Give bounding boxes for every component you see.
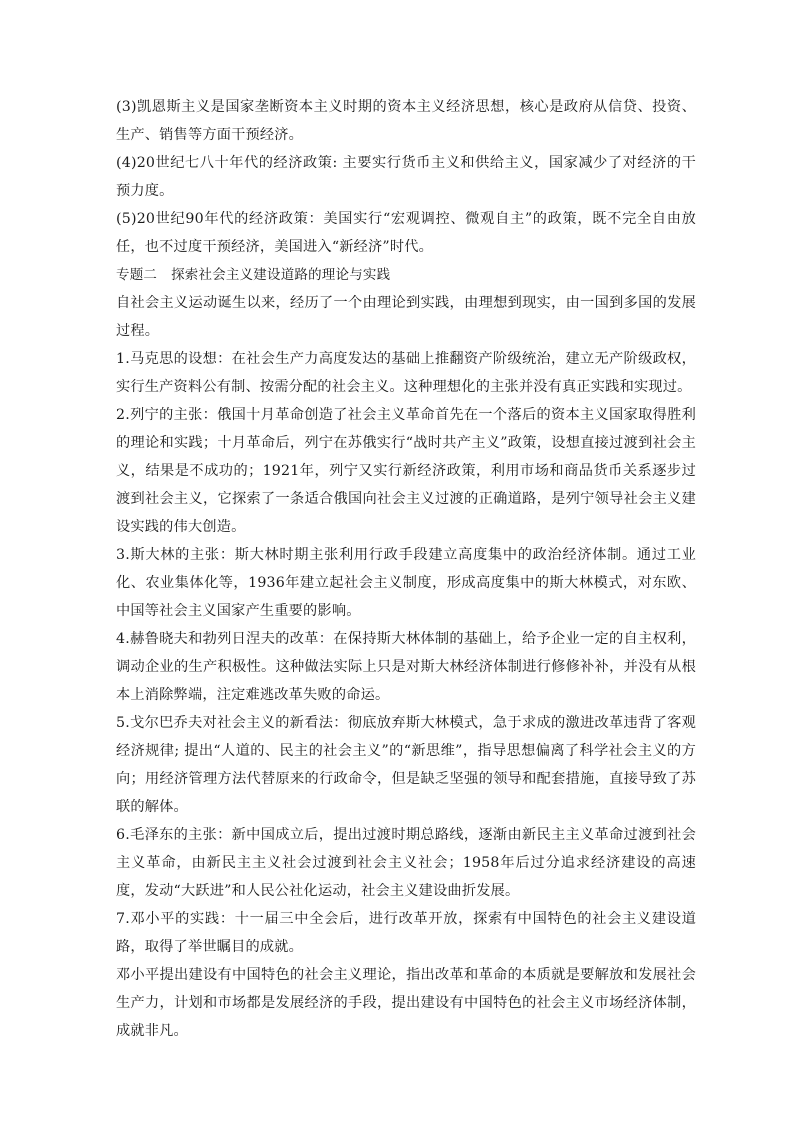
paragraph-lead: 7.邓小平的实践 [116,911,220,927]
paragraph-lead: 4.赫鲁晓夫和勃列日涅夫的改革 [116,631,319,647]
paragraph-text: 自社会主义运动诞生以来，经历了一个由理论到实践，由理想到现实，由一国到多国的发展过程。 [116,295,696,339]
paragraph-text: : 主要实行货币主义和供给主义，国家减少了对经济的干预力度。 [116,155,696,199]
section-title: 探索社会主义建设道路的理论与实践 [171,267,391,283]
paragraph-text: ：十一届三中全会后，进行改革开放，探索有中国特色的社会主义建设道路，取得了举世瞩目的成就。 [116,911,696,955]
paragraph-lenin [116,401,696,541]
section-number: 专题二 [116,267,158,283]
paragraph-1990s-policy [116,205,696,261]
paragraph-text: 是国家垄断资本主义时期的资本主义经济思想，核心是政府从信贷、投资、生产、销售等方面干预经济。 [116,99,696,143]
paragraph-lead: 5.戈尔巴乔夫对社会主义的新看法 [116,715,334,731]
paragraph-lead: (4)20世纪七八十年代的经济政策 [116,155,333,171]
document-page [116,93,696,1045]
paragraph-text: ：在保持斯大林体制的基础上，给予企业一定的自主权利，调动企业的生产积极性。这种做法实际上只是对斯大林经济体制进行修修补补，并没有从根本上消除弊端，注定难逃改革失败的命运。 [116,631,696,703]
section-heading [116,261,696,289]
paragraph-text: ：在社会生产力高度发达的基础上推翻资产阶级统治，建立无产阶级政权，实行生产资料公有制、按需分配的社会主义。这种理想化的主张并没有真正实践和实现过。 [116,351,696,395]
paragraph-lead: 2.列宁的主张 [116,407,203,423]
paragraph-text: ：新中国成立后，提出过渡时期总路线，逐渐由新民主主义革命过渡到社会主义革命，由新民主主义社会过渡到社会主义社会；1958年后过分追求经济建设的高速度，发动“大跃进”和人民公社化运动，社会主义建设曲折发展。 [116,827,696,899]
paragraph-deng-theory [116,961,696,1045]
paragraph-1970s-80s-policy [116,149,696,205]
paragraph-lead: 3.斯大林的主张 [116,547,220,563]
paragraph-marx [116,345,696,401]
paragraph-text: ：彻底放弃斯大林模式，急于求成的激进改革违背了客观经济规律; 提出“人道的、民主的社会主义”的“新思维”，指导思想偏离了科学社会主义的方向；用经济管理方法代替原来的行政命令，但是缺乏坚强的领导和配套措施，直接导致了苏联的解体。 [116,715,696,815]
paragraph-khrushchev-brezhnev [116,625,696,709]
paragraph-mao [116,821,696,905]
paragraph-gorbachev [116,709,696,821]
paragraph-deng-practice [116,905,696,961]
paragraph-lead: (3)凯恩斯主义 [116,99,211,115]
paragraph-lead: 6.毛泽东的主张 [116,827,218,843]
paragraph-stalin [116,541,696,625]
paragraph-lead: (5)20世纪90年代的经济政策 [116,211,309,227]
paragraph-text: 邓小平提出建设有中国特色的社会主义理论，指出改革和革命的本质就是要解放和发展社会生产力，计划和市场都是发展经济的手段，提出建设有中国特色的社会主义市场经济体制，成就非凡。 [116,967,696,1039]
paragraph-intro [116,289,696,345]
paragraph-text: ：斯大林时期主张利用行政手段建立高度集中的政治经济体制。通过工业化、农业集体化等，1936年建立起社会主义制度，形成高度集中的斯大林模式，对东欧、中国等社会主义国家产生重要的影响。 [116,547,696,619]
paragraph-keynesianism [116,93,696,149]
paragraph-lead: 1.马克思的设想 [116,351,218,367]
paragraph-text: ：俄国十月革命创造了社会主义革命首先在一个落后的资本主义国家取得胜利的理论和实践；十月革命后，列宁在苏俄实行“战时共产主义”政策，设想直接过渡到社会主义，结果是不成功的；1921年，列宁又实行新经济政策，利用市场和商品货币关系逐步过渡到社会主义，它探索了一条适合俄国向社会主义过渡的正确道路，是列宁领导社会主义建设实践的伟大创造。 [116,407,696,535]
paragraph-text: ：美国实行“宏观调控、微观自主”的政策，既不完全自由放任，也不过度干预经济，美国进入“新经济”时代。 [116,211,696,255]
